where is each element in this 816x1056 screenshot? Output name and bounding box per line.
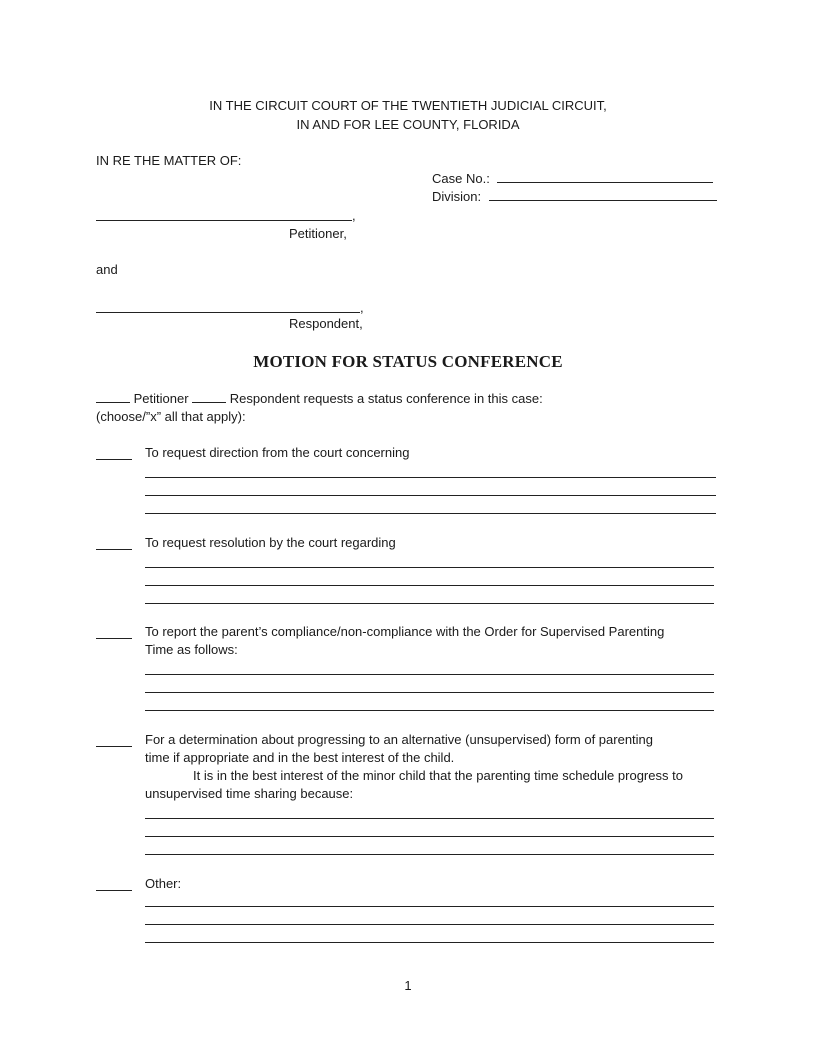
compliance-answer-line[interactable]	[145, 710, 714, 711]
compliance-answer-line[interactable]	[145, 674, 714, 675]
respondent-comma: ,	[360, 300, 364, 315]
choose-instruction: (choose/”x” all that apply):	[96, 409, 246, 424]
determination-checkbox-blank[interactable]	[96, 746, 132, 747]
determination-answer-line[interactable]	[145, 854, 714, 855]
direction-answer-line[interactable]	[145, 495, 716, 496]
respondent-name-field[interactable]	[96, 312, 360, 313]
petitioner-comma: ,	[352, 208, 356, 223]
other-answer-line[interactable]	[145, 942, 714, 943]
respondent-label: Respondent,	[289, 316, 363, 331]
best-interest-statement-continued: unsupervised time sharing because:	[145, 786, 354, 801]
direction-answer-line[interactable]	[145, 477, 716, 478]
other-answer-line[interactable]	[145, 906, 714, 907]
compliance-checkbox-blank[interactable]	[96, 638, 132, 639]
compliance-option-label-continued: Time as follows:	[145, 642, 238, 657]
determination-answer-line[interactable]	[145, 818, 714, 819]
case-number-field[interactable]	[497, 171, 713, 183]
petitioner-checkbox-blank[interactable]	[96, 391, 130, 403]
respondent-checkbox-blank[interactable]	[192, 391, 226, 403]
determination-option-label-continued: time if appropriate and in the best interest of the child.	[145, 750, 455, 765]
other-checkbox-blank[interactable]	[96, 890, 132, 891]
direction-answer-line[interactable]	[145, 513, 716, 514]
other-option-label: Other:	[145, 876, 182, 891]
and-label: and	[96, 262, 118, 277]
court-header-line-2: IN AND FOR LEE COUNTY, FLORIDA	[296, 117, 520, 132]
resolution-answer-line[interactable]	[145, 603, 714, 604]
petitioner-name-field[interactable]	[96, 220, 352, 221]
petitioner-option-label: Petitioner	[133, 391, 189, 406]
division-label: Division:	[432, 189, 482, 204]
determination-option-label: For a determination about progressing to an alternative (unsupervised) form of parenting	[145, 732, 654, 747]
direction-checkbox-blank[interactable]	[96, 459, 132, 460]
respondent-option-label: Respondent requests a status conference in this case:	[229, 391, 543, 406]
division-row	[432, 189, 717, 204]
resolution-option-label: To request resolution by the court regarding	[145, 535, 396, 550]
compliance-answer-line[interactable]	[145, 692, 714, 693]
resolution-answer-line[interactable]	[145, 567, 714, 568]
requesting-party-row	[96, 391, 543, 406]
best-interest-statement: It is in the best interest of the minor child that the parenting time schedule progress to	[193, 768, 683, 783]
compliance-option-label: To report the parent’s compliance/non-compliance with the Order for Supervised Parenting	[145, 624, 665, 639]
resolution-answer-line[interactable]	[145, 585, 714, 586]
case-number-label: Case No.:	[432, 171, 490, 186]
resolution-checkbox-blank[interactable]	[96, 549, 132, 550]
document-title: MOTION FOR STATUS CONFERENCE	[253, 352, 563, 371]
page-number: 1	[404, 978, 412, 993]
petitioner-label: Petitioner,	[289, 226, 347, 241]
other-answer-line[interactable]	[145, 924, 714, 925]
case-number-row	[432, 171, 713, 186]
division-field[interactable]	[489, 189, 717, 201]
in-re-label: IN RE THE MATTER OF:	[96, 153, 242, 168]
direction-option-label: To request direction from the court concerning	[145, 445, 410, 460]
determination-answer-line[interactable]	[145, 836, 714, 837]
court-header-line-1: IN THE CIRCUIT COURT OF THE TWENTIETH JUDICIAL CIRCUIT,	[209, 98, 607, 113]
